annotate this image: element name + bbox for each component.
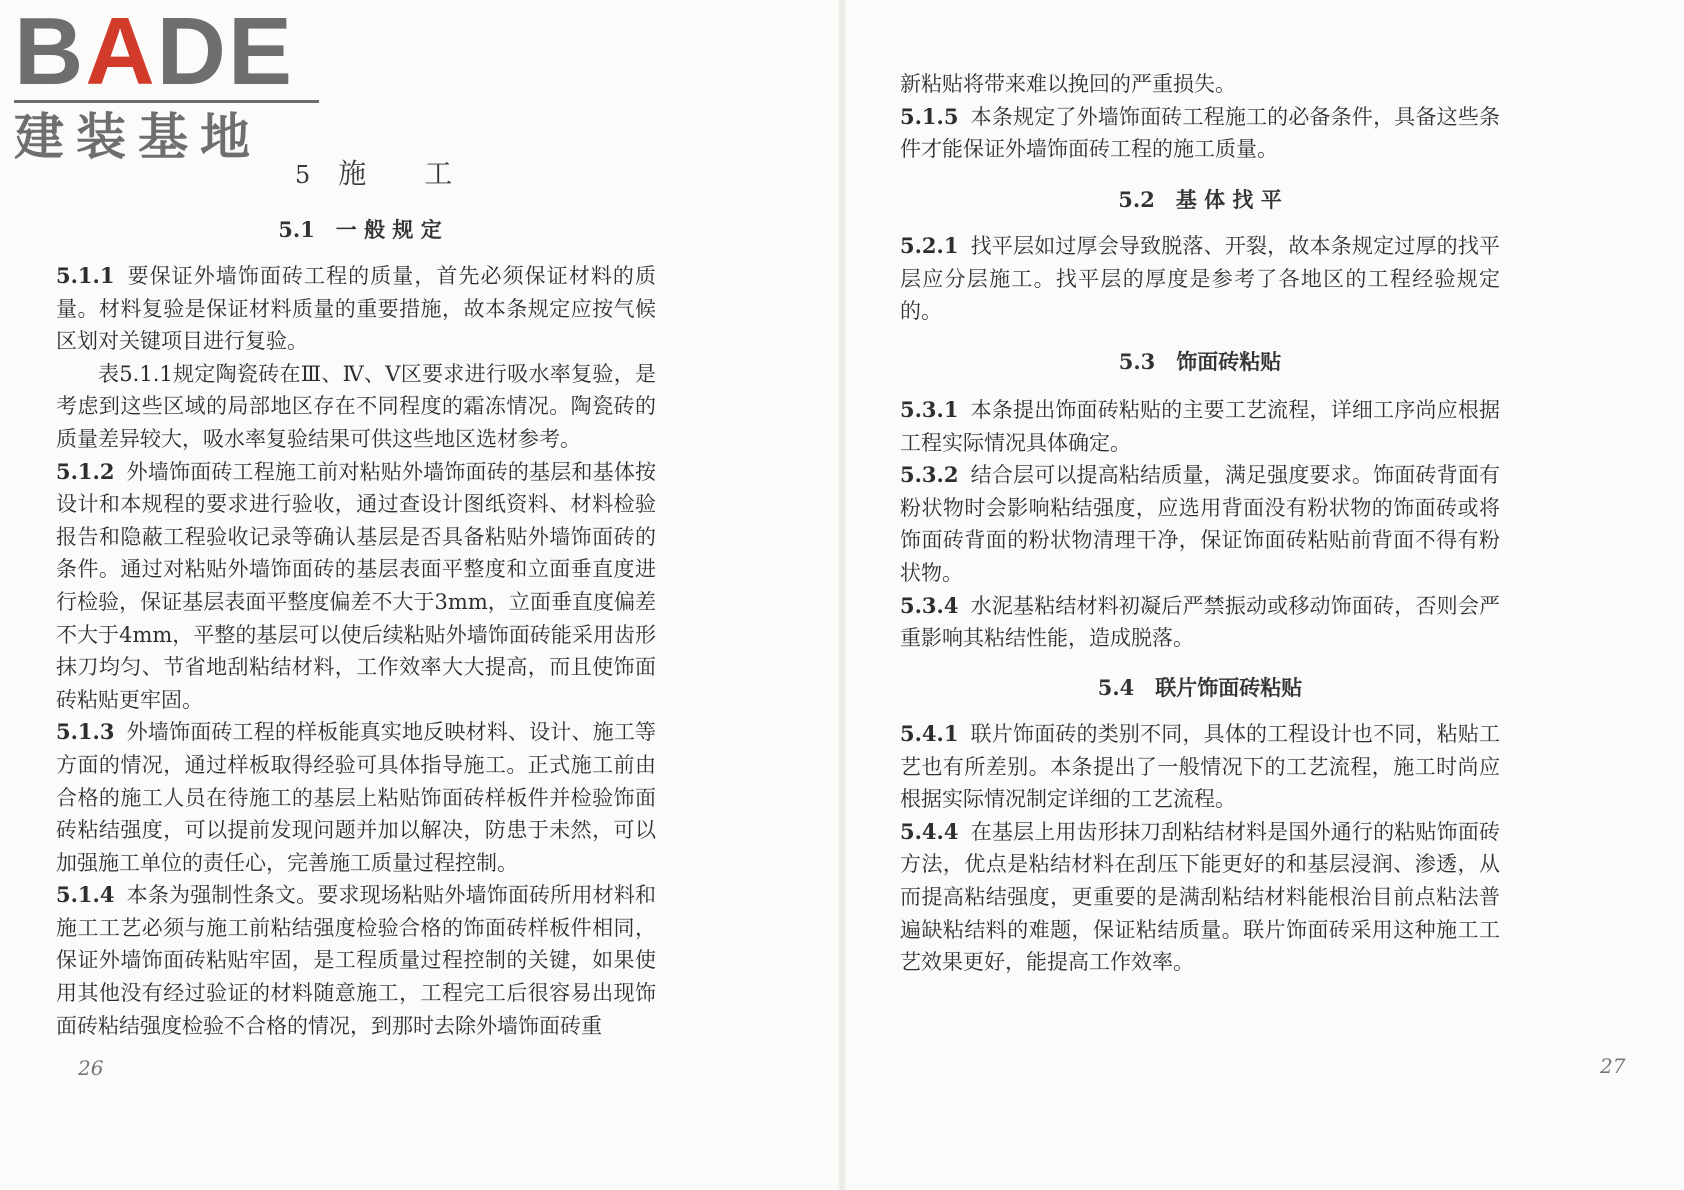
page-number-left: 26 (78, 1056, 104, 1080)
paragraph-5-3-4: 5.3.4 水泥基粘结材料初凝后严禁振动或移动饰面砖，否则会严重影响其粘结性能，造成脱落。 (900, 592, 1500, 651)
paragraph-5-2-1: 5.2.1 找平层如过厚会导致脱落、开裂，故本条规定过厚的找平层应分层施工。找平层的厚度是参考了各地区的工程经验规定的。 (900, 233, 1500, 324)
right-page-body-b (900, 230, 1500, 328)
paragraph-5-1-4: 5.1.4 本条为强制性条文。要求现场粘贴外墙饰面砖所用材料和施工工艺必须与施工前粘结强度检验合格的饰面砖样板件相同，保证外墙饰面砖粘贴牢固，是工程质量过程控制的关键，如果使用其他没有经过验证的材料随意施工，工程完工后很容易出现饰面砖粘结强度检验不合格的情况，到那时去除外墙饰面砖重 (56, 882, 656, 1038)
paragraph-5-1-3: 5.1.3 外墙饰面砖工程的样板能真实地反映材料、设计、施工等方面的情况，通过样板取得经验可具体指导施工。正式施工前由合格的施工人员在待施工的基层上粘贴饰面砖样板件并检验饰面砖粘结强度，可以提前发现问题并加以解决，防患于未然，可以加强施工单位的责任心，完善施工质量过程控制。 (56, 719, 656, 875)
page-number-right: 27 (1600, 1054, 1626, 1078)
right-page-body-c (900, 394, 1500, 655)
paragraph-5-4-1: 5.4.1 联片饰面砖的类别不同，具体的工程设计也不同，粘贴工艺也有所差别。本条提出了一般情况下的工艺流程，施工时尚应根据实际情况制定详细的工艺流程。 (900, 721, 1500, 812)
section-heading-5-2: 5.2 基 体 找 平 (1118, 187, 1282, 212)
paragraph-5-1-2: 5.1.2 外墙饰面砖工程施工前对粘贴外墙饰面砖的基层和基体按设计和本规程的要求进行验收，通过查设计图纸资料、材料检验报告和隐蔽工程验收记录等确认基层是否具备粘贴外墙饰面砖的条件。通过对粘贴外墙饰面砖的基层表面平整度和立面垂直度进行检验，保证基层表面平整度偏差不大于3mm，立面垂直度偏差不大于4mm，平整的基层可以使后续粘贴外墙饰面砖能采用齿形抹刀均匀、节省地刮粘结材料，工作效率大大提高，而且使饰面砖粘贴更牢固。 (56, 458, 656, 712)
right-page-body-a (900, 68, 1500, 166)
section-heading-5-1: 5.1 一 般 规 定 (278, 217, 442, 242)
right-page (842, 0, 1684, 1190)
logo-wordmark: BADE (14, 0, 295, 105)
right-page-body-d (900, 718, 1500, 979)
section-heading-5-4: 5.4 联片饰面砖粘贴 (1097, 675, 1303, 700)
left-page-body (56, 260, 656, 1042)
paragraph-5-1-4-cont: 新粘贴将带来难以挽回的严重损失。 (900, 72, 1236, 96)
bade-logo (14, 0, 334, 167)
paragraph-5-3-2: 5.3.2 结合层可以提高粘结质量，满足强度要求。饰面砖背面有粉状物时会影响粘结强度，应选用背面没有粉状物的饰面砖或将饰面砖背面的粉状物清理干净，保证饰面砖粘贴前背面不得有粉状物。 (900, 462, 1500, 585)
paragraph-5-3-1: 5.3.1 本条提出饰面砖粘贴的主要工艺流程，详细工序尚应根据工程实际情况具体确定。 (900, 397, 1500, 455)
section-heading-5-3: 5.3 饰面砖粘贴 (1118, 349, 1282, 374)
logo-chinese-name: 建装基地 (14, 108, 262, 166)
chapter-title: 5 施 工 (295, 157, 455, 190)
paragraph-5-1-1: 5.1.1 要保证外墙饰面砖工程的质量，首先必须保证材料的质量。材料复验是保证材料质量的重要措施，故本条规定应按气候区划对关键项目进行复验。 (56, 263, 656, 354)
paragraph-5-4-4: 5.4.4 在基层上用齿形抹刀刮粘结材料是国外通行的粘贴饰面砖方法，优点是粘结材料在刮压下能更好的和基层浸润、渗透，从而提高粘结强度，更重要的是满刮粘结材料能根治目前点粘法普遍缺粘结料的难题，保证粘结质量。联片饰面砖采用这种施工工艺效果更好，能提高工作效率。 (900, 818, 1500, 975)
paragraph-5-1-1-cont: 表5.1.1规定陶瓷砖在Ⅲ、Ⅳ、Ⅴ区要求进行吸水率复验，是考虑到这些区域的局部地区存在不同程度的霜冻情况。陶瓷砖的质量差异较大，吸水率复验结果可供这些地区选材参考。 (56, 361, 656, 451)
paragraph-5-1-5: 5.1.5 本条规定了外墙饰面砖工程施工的必备条件，具备这些条件才能保证外墙饰面砖工程的施工质量。 (900, 103, 1500, 162)
